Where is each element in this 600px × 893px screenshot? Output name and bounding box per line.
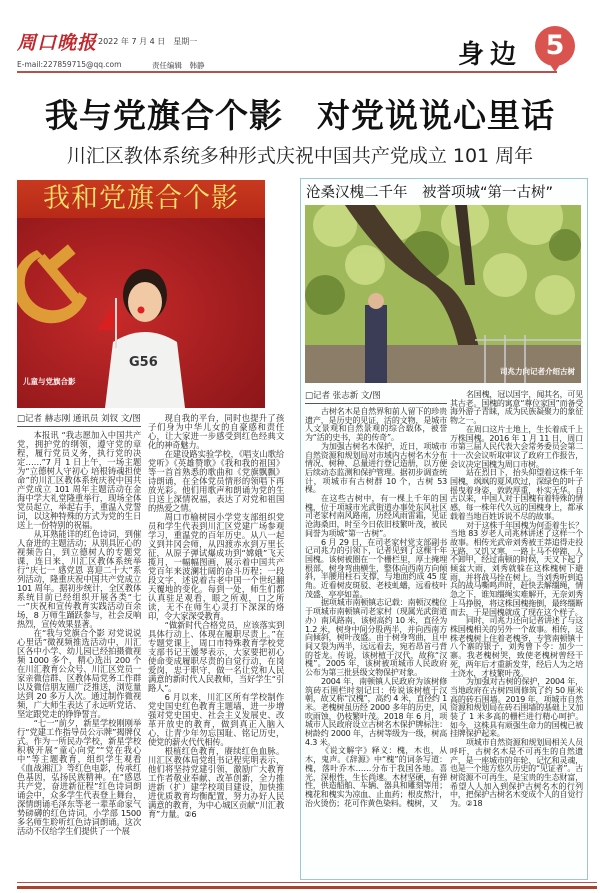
photo-banner-title: 我和党旗合个影 [17,180,265,218]
article-paragraph: 本报讯 “我志愿加入中国共产党，拥护党的纲领，遵守党的章程，履行党员义务，执行党的决定……”7 月 1 日上午，一场主题为“立德树人守初心 培根铸魂担使命”的川汇区教体系统庆祝中国共产党成立 101 周年主题活动在金海中学大礼堂隆重举行，现场全体党员起立，举起右手，重温入党誓词，以这种特殊的方式为党的生日送上一份特别的祝福。 [17,430,141,530]
lead-subheadline: 川汇区教体系统多种形式庆祝中国共产党成立 101 周年 [66,145,534,167]
footer-divider-thin [17,882,597,883]
tree-column-2 [450,391,583,809]
header-divider [17,71,557,73]
article-paragraph: 周口市榆树园小学党支部组织党员和学生代表到川汇区党建广场参观学习，重温党的百年历史。从八一起义到井冈会师，从四渡赤水到万里长征，从原子弹试爆成功到“嫦娥”飞天揽月，一幅幅图画，展示着中国共产党百年来波澜壮阔的奋斗历程；一段段文字，述说着古老中国一个世纪翻天覆地的变化。每到一处，师生们都认真驻足观看，眼之所观，口之所读，无不在师生心灵打下深深的烙印，令大家深受教育。 [148,512,284,621]
article-paragraph: 项城市自然资源和规划局相关人员呼吁，古树名木是不可再生的自然遗产，是一座城市的年轮、记忆和灵魂，也是一个地方悠久历史的“见证者”。古树资源不可再生，是宝贵的生态财富，希望人人加入到保护古树名木的行列中，把保护古树名木变成个人的自觉行为。②18 [450,738,583,809]
article-paragraph: 6 月 29 日，在司老家村党支部副书记司兆力的引领下，记者见到了这棵千年国槐。该树被圈在一个栅栏里，厚土掩埋根部，树身弯曲横生，整体向西南方向倾斜，半腰用柱石支撑，与地面约成 45 度角。近看树皮斑驳、老枝虬蟠，远看枝叶茂盛、亭亭如盖。 [305,537,447,599]
newspaper-logo: 周口晚报 [17,32,98,54]
article-paragraph: 同时，司兆力还向记者讲述了与这株国槐相关的另外一个故事。相传，这株老槐树上住着老槐爷，专管南顿镇十八个寨的银子，刘秀曾下令：加少一寨。我老槐树哭，致使老槐树曾经干死，两年后才重新发芽，经后人为之培土浇水，才枝繁叶茂。 [450,616,583,678]
article-paragraph: 在这些古树中，有一棵上千年的国槐，位于项城市光武街道办事处东风社区司老家村南风路南，历经风雨雷霜，见证沧海桑田，时至今日依旧枝繁叶茂，被民间誉为项城“第一古树”。 [305,494,447,538]
article-paragraph: 为加强古树名木保护，近日，项城市自然资源和规划局对市域内古树名木分布情况、树种、总量进行登记造册，以方便后续动态监测和保护管理。据初步调查统计，项城市有古树群 10 个，古树 53 棵。 [305,441,447,495]
article-paragraph: 在周口这片土地上，生长着成千上万株国槐。2016 年 1 月 11 日，周口市第三届人民代表大会常务委员会第二十一次会议听取审议了政府工作报告，会议决定国槐为周口市树。 [450,424,583,469]
article-paragraph: 古树名木是自然界和前人留下的珍贵遗产，是历史的见证，活的文物，是城市人文景观和自然景观的综合载体，被誉为“活的史书，美的传奇”。 [305,407,447,443]
lead-headline: 我与党旗合个影 对党说说心里话 [45,96,555,135]
footer-divider-thick [17,886,597,889]
ancient-tree-photo [305,205,581,383]
article-paragraph: 名国槐，冠以国字，闻其名，可见其古老。国槐的寓意“尊位家国”而备受海外游子青睐，成为民族凝聚力的象征物之一。 [450,390,583,426]
tree-byline: □记者 张志新 文/图 [305,391,447,404]
section-title: 身边 [458,40,523,70]
article-paragraph: 在“我与党旗合个影 对党说说心里话”微视频推选活动中，川汇区各中小学、幼儿园已经拍摄微视频 1000 多个，精心选出 200 个在川汇教育公众号、川汇区党员一家亲微信群、区教体局党务工作群以及微信朋友圈广泛推送，浏览量达到 20 多万人次。通过制作微视频，广大师生表达了永远听党话、坚定跟党走的铮铮誓言。 [17,628,141,719]
lead-column-2 [148,414,284,819]
article-paragraph: 在建设路实验学校，《唱支山歌给党听》《英雄赞歌》《我和我的祖国》等一首首熟悉的歌曲和《党旗飘飘》诗朗诵，在全体党员情形的领唱下再放光彩。他们用歌声和朗诵为党的生日送上深情祝福，表达了对党和祖国的热爱之情。 [148,449,284,513]
tree-column-1 [305,391,447,808]
party-flag-photo [17,180,265,408]
tree-headline: 沧桑汉槐二千年 被誉项城“第一古树” [306,185,554,201]
lead-byline: □记者 赫志刚 通讯员 刘钗 文/图 [17,414,141,427]
issue-date: 2022 年 7 月 4 日 星期一 [98,37,198,46]
tree-photo-caption: 司兆力向记者介绍古树 [500,367,575,376]
lead-column-1 [17,414,141,836]
article-paragraph: 2004 年，南顿镇人民政府为该树修筑砖石围栏时刻记曰：传说该树植于汉朝，故又称“汉槐”，高约 4 米，直径约 1 米。老槐树虽历经 2000 多年的历史，风吹雨蚀，仍枝繁叶茂。2018 年 6 月，项城市人民政府设立古树名木保护牌标注：树龄约 2000 年，古树等级为一级，树高 4.3 米。 [305,676,447,747]
article-paragraph: 对于这株千年国槐为何歪着生长？当地 83 岁老人司兆林讲述了这样一个故事。相传光武帝刘秀被王莽追得走投无路，又饥又寒，一路上马不停蹄，人不卸甲，经过南顿的时候，天又下起了倾盆大雨，刘秀就躲在这株槐树下避雨，并将战马拴在树上。当刘秀听到追兵的战马嘶鸣声时，赶快去解缰绳，情急之下，谁知缰绳实难解开，无奈刘秀上马挣脱，将这株国槐拖倒，最终缰断而去，于是国槐就成了现在这个样子。 [450,520,583,617]
article-paragraph: “做新时代合格党员，应该落实到具体行动上、体现在履职尽责上。”在专题党课上，周口市特殊教育学校党支部书记王媛琴表示，大家要把初心使命变成履职尽责的自觉行动，在岗爱岗，忠于职守，做一名让党和人民满意的新时代人民教师，当好学生“引路人”。 [148,620,284,693]
svg-text:G56: G56 [129,355,158,370]
article-paragraph: 现自我的平台，同时也提升了孩子们身为中华儿女的自豪感和责任心，让大家进一步感受到红色经典文化的神奇魅力。 [148,413,284,450]
article-paragraph: 《说文解字》释义：槐，木也，从木，鬼声。《辞源》中“槐”的词条写道：槐，落叶乔木……分布于我国各地。喜光，深根性，生长尚速。木材坚硬，有弹性，供造船舶、车辆、器具和雕刻等用；槐花和槐实为凉血、止血药；根皮熬汁，治火烫伤；花可作黄色染料。槐树，又 [305,746,447,808]
article-paragraph: 据项城市南顿镇志记载：南顿汉槐位于项城市南顿镇司老家村（现属光武街道办）南风路南，该树高约 10 米，直径为 1.2 米，树身中间分股两半，并向西南方向倾斜，树叶茂盛。由于树身弯曲，且中间又裂为两半，远远看去，宛若昂首弓背的苍龙。传说，该树植于汉代，故称“汉槐”。2005 年，该树被项城市人民政府公布为第三批县级文物保护对象。 [305,598,447,678]
article-paragraph: 6 月以来，川汇区所有学校制作党史国史红色教育主题墙，进一步增强对党史国史、社会主义发展史、改革开放史的教育，做到真正入脑入心，让青少年勿忘国耻、铭记历史，使党的薪火代代相传。 [148,692,284,747]
page-number-pin-icon: 5 [535,26,575,66]
photo-caption: 儿童与党旗合影 [23,377,76,386]
article-paragraph: 根植红色教育，赓续红色血脉。川汇区教体局党组书记程宪明表示，他们将坚持党建引领，激励广大教育工作者敬业奉献、改革创新，全力推进新（扩）建学校项目建设，加快推进优质教育均衡配置，努力办好人民满意的教育，为中心城区贡献“川汇教育”力量。②6 [148,746,284,819]
contact-email[interactable]: E-mail:227859715@qq.com [17,60,122,69]
article-paragraph: 为加强对古树的保护，2004 年，当地政府在古树四周修筑了约 50 厘米高的砖石围墙。2019 年，项城市自然资源和规划局在砖石围墙的基础上又加装了 1 米多高的栅栏进行精心呵护。如今，这株具有顽强生命力的国槐已被挂牌保护起来。 [450,677,583,739]
tree-illustration [305,205,581,383]
article-paragraph: 从耳熟能详的红色诗词，到催人奋进的主题活动；从别具匠心的视频告白，到立德树人的专题党课，连日来，川汇区教体系统举行“庆七一 感党恩 喜迎二十大”系列活动，隆重庆祝中国共产党成立 101 周年。据初步统计，全区教体系统目前已经组织开展各类“七一”庆祝和宣传教育实践活动百余场，8 万师生踊跃参与，社会反响热烈，宣传效果显著。 [17,529,141,629]
article-paragraph: 站在烈日下，抬头仰望着这株千年国槐，飒飒的夏风吹过，深绿色的叶子摇曳着身姿，敦敦厚重，朴实无华。自古以来，中国人对于国槐有着特殊的情感，每一株年代久远的国槐身上，都承载着当地百姓诉说不尽的故事。 [450,468,583,521]
article-paragraph: “七一”前夕，新星学校刚刚举行“党建工作指导员公示牌”揭牌仪式。作为一所民办学校，新星学校积极开展“童心向党”“党在我心中”等主题教育，组织学生观看《血战湘江》等红色电影，传承红色基因，弘扬民族精神。在“感恩共产党，奋进新征程”红色诗词朗诵会中，众多学生代表登上舞台，深情朗诵毛泽东等老一辈革命家气势磅礴的红色诗词。小学部 1500 多名师生聆听红色诗词朗诵。这次活动不仅给学生们提供了一个展 [17,718,141,836]
editor-credit: 责任编辑 韩静 [152,61,205,70]
